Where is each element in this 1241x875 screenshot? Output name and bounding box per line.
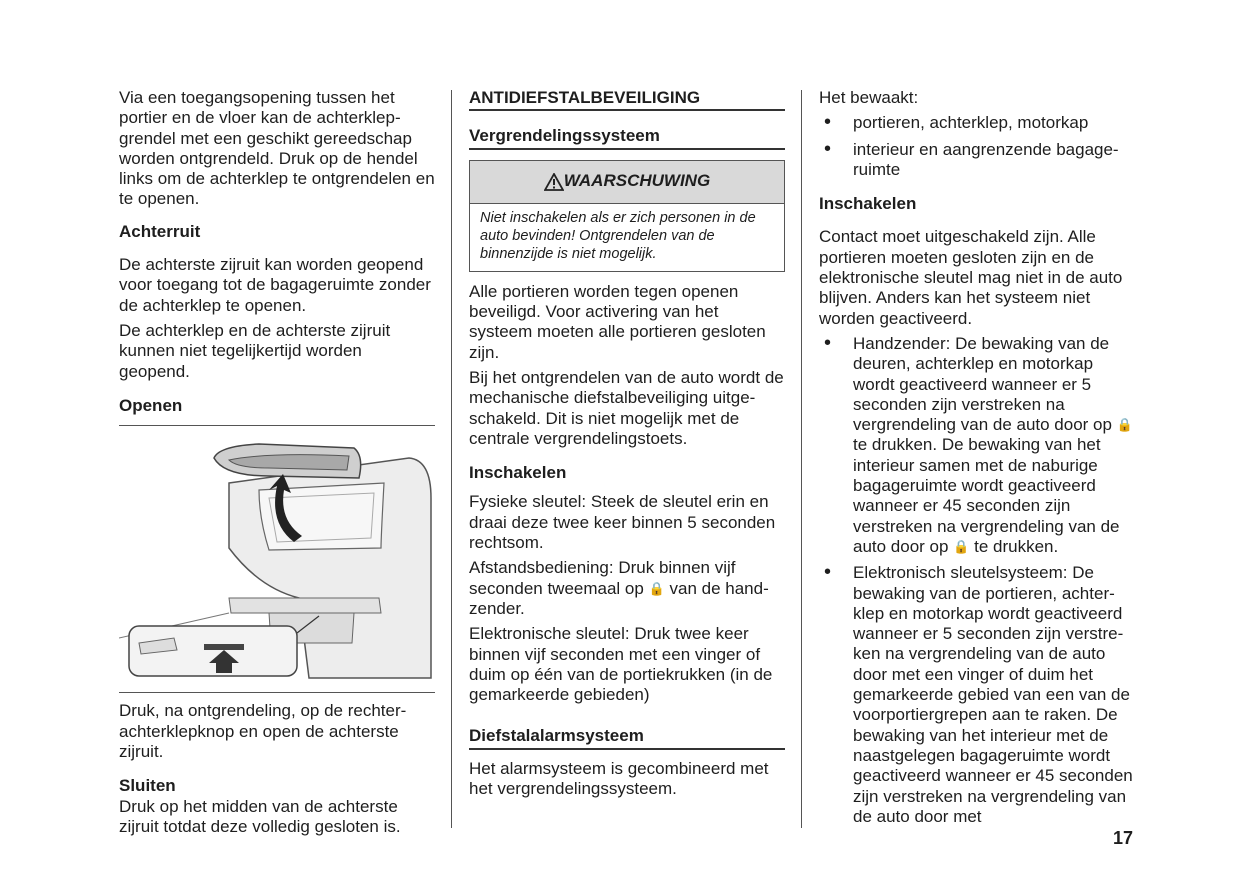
paragraph — [469, 558, 785, 619]
tailgate-illustration — [119, 438, 435, 683]
text: Handzender: De bewaking van de deuren, achterklep en motorkap wordt geactiveerd wanneer er 5 seconden zijn verstreken na vergrendeling van de auto door op — [853, 333, 1112, 435]
warning-text: Niet inschakelen als er zich personen in de auto bevinden! Ontgrendelen van de binnenzijde is niet mogelijk. — [480, 209, 756, 263]
list-item: • portieren, achterklep, motorkap — [819, 113, 1137, 133]
activation-list — [819, 334, 1137, 827]
paragraph: De achterste zijruit kan worden geopend voor toegang tot de bagageruimte zonder de achterklep te openen. — [119, 255, 431, 315]
heading-antidiefstalbeveiliging: ANTIDIEFSTALBEVEILIGING — [469, 88, 785, 111]
paragraph: Fysieke sleutel: Steek de sleutel erin en draai deze twee keer binnen 5 seconden rechtsom. — [469, 492, 776, 553]
page-number: 17 — [1113, 828, 1134, 848]
heading-diefstalalarmsysteem: Diefstalalarmsysteem — [469, 726, 785, 749]
paragraph: Alle portieren worden tegen openen beveiligd. Voor activering van het systeem moeten alle portieren gesloten zijn. — [469, 281, 766, 362]
monitored-list — [819, 113, 1137, 180]
text: van de hand-zender. — [469, 578, 769, 618]
lock-alarm-icon: 🔒 — [1116, 417, 1133, 433]
paragraph: Bij het ontgrendelen van de auto wordt de mechanische diefstalbeveiliging uitge-schakeld. Dit is niet mogelijk met de centrale vergrendelingstoets. — [469, 368, 784, 448]
heading-vergrendelingssysteem: Vergrendelingssysteem — [469, 126, 785, 149]
lock-alarm-icon: 🔒 — [953, 538, 970, 554]
paragraph: Contact moet uitgeschakeld zijn. Alle portieren moeten gesloten zijn en de elektronische sleutel mag niet in de auto blijven. Anders kan het systeem niet worden geactiveerd. — [819, 227, 1123, 328]
column-2 — [469, 88, 785, 804]
warning-title: WAARSCHUWING — [563, 171, 711, 191]
paragraph: Elektronische sleutel: Druk twee keer binnen vijf seconden met een vinger of duim op één van de portiekrukken (in de gemarkeerde gebieden) — [469, 624, 773, 705]
paragraph: Druk op het midden van de achterste zijruit totdat deze volledig gesloten is. — [119, 796, 401, 836]
paragraph: Via een toegangsopening tussen het portier en de vloer kan de achterklep-grendel met een geschikt gereedschap worden ontgrendeld. Druk op de hendel links om de achterklep te ontgrendelen en te openen. — [119, 88, 435, 209]
paragraph: Het bewaakt: — [819, 88, 919, 107]
figure-bottom-rule — [119, 692, 435, 693]
text: te drukken. De bewaking van het interieur samen met de naburige bagageruimte wordt geactiveerd wanneer er 45 seconden zijn verstreken na vergrendeling van de auto door op — [853, 435, 1120, 556]
paragraph: De achterklep en de achterste zijruit kunnen niet tegelijkertijd worden geopend. — [119, 320, 391, 381]
warning-triangle-icon — [544, 173, 564, 191]
list-item: • interieur en aangrenzende bagage-ruimte — [819, 140, 1137, 181]
column-divider — [451, 90, 452, 828]
warning-header — [470, 161, 784, 204]
column-divider — [801, 90, 802, 828]
heading-openen: Openen — [119, 395, 183, 415]
lock-icon: 🔒 — [648, 580, 665, 596]
heading-achterruit: Achterruit — [119, 221, 201, 241]
text: Afstandsbediening: Druk binnen vijf seconden tweemaal op — [469, 558, 736, 598]
column-1 — [119, 88, 435, 842]
heading-inschakelen: Inschakelen — [469, 463, 567, 483]
text: te drukken. — [974, 536, 1059, 556]
paragraph: Druk, na ontgrendeling, op de rechter-achterklepknop en open de achterste zijruit. — [119, 701, 407, 762]
list-item — [819, 334, 1137, 557]
column-3 — [819, 88, 1137, 835]
warning-box — [469, 160, 785, 272]
list-item: • Elektronisch sleutelsysteem: De bewaking van de portieren, achter-klep en motorkap wordt geactiveerd wanneer er 5 seconden zijn verstre-ken na vergrendeling van de auto door met een vinger of duim het gemarkeerde gebied van een van de voorportiergrepen aan te raken. De bewaking van het interieur met de naastgelegen bagageruimte wordt geactiveerd wanneer er 45 seconden zijn verstreken na vergrendeling van de auto door met — [819, 563, 1137, 827]
heading-inschakelen: Inschakelen — [819, 194, 917, 214]
figure-top-rule — [119, 425, 435, 426]
heading-sluiten: Sluiten — [119, 776, 176, 796]
paragraph: Het alarmsysteem is gecombineerd met het vergrendelingssysteem. — [469, 758, 769, 799]
